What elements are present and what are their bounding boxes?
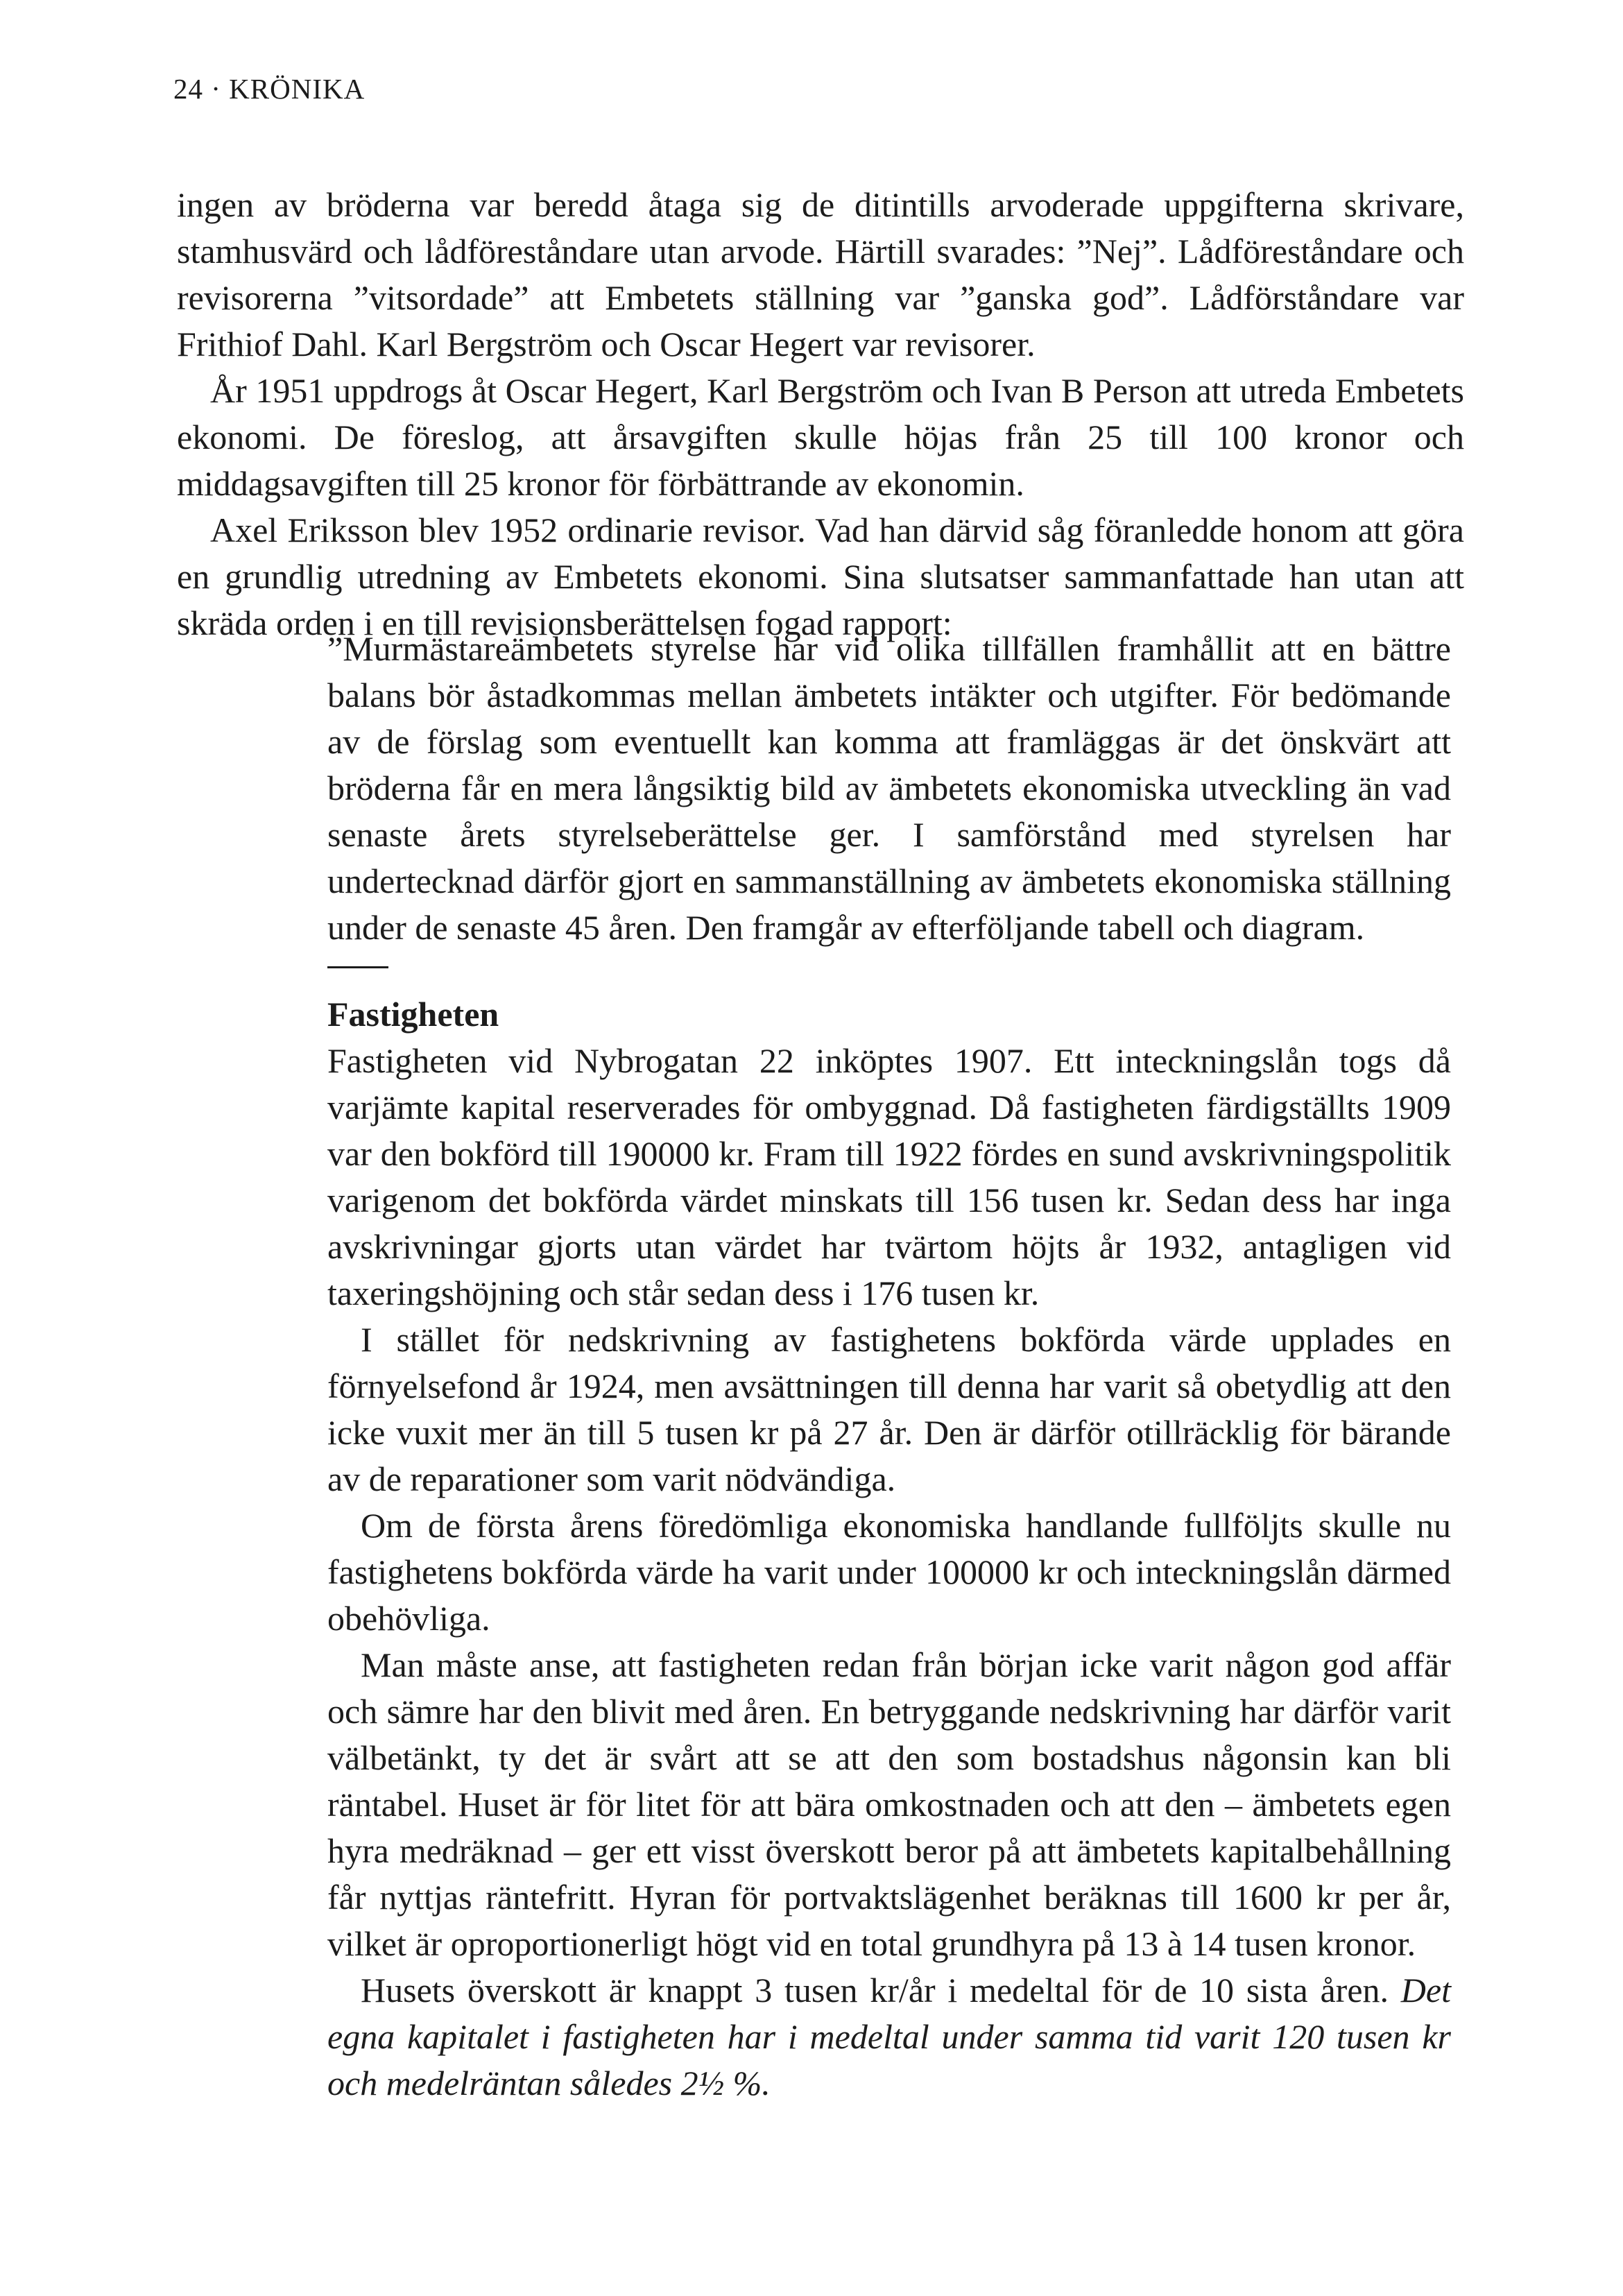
paragraph: Om de första årens föredömliga ekonomiska handlande fullföljts skulle nu fastighetens bokförda värde ha varit under 100000 kr och inteckningslån därmed obehövliga. (327, 1506, 1451, 1638)
intro-text (177, 182, 1464, 646)
page-number: 24 (173, 73, 203, 105)
final-plain-text: Husets överskott är knappt 3 tusen kr/år i medeltal för de 10 sista åren. (361, 1971, 1389, 2010)
section-title: KRÖNIKA (229, 73, 366, 105)
section-divider (327, 952, 1451, 987)
paragraph: Fastigheten vid Nybrogatan 22 inköptes 1907. Ett inteckningslån togs då varjämte kapital reserverades för ombyggnad. Då fastigheten färdigställts 1909 var den bokförd till 190000 kr. Fram till 1922 fördes en sund avskrivningspolitik varigenom det bokförda värdet minskats till 156 tusen kr. Sedan dess har inga avskrivningar gjorts utan värdet har tvärtom höjts år 1932, antagligen vid taxeringshöjning och står sedan dess i 176 tusen kr. (327, 1041, 1451, 1312)
quote-opening: ”Murmästareämbetets styrelse har vid olika tillfällen framhållit att en bättre balans bör åstadkommas mellan ämbetets intäkter och utgifter. För bedömande av de förslag som eventuellt kan komma att framläggas är det önskvärt att bröderna får en mera långsiktig bild av ämbetets ekonomiska utveckling än vad senaste årets styrelseberättelse ger. I samförstånd med styrelsen har undertecknad därför gjort en sammanställning av ämbetets ekonomiska ställning under de senaste 45 åren. Den framgår av efterföljande tabell och diagram. (327, 629, 1451, 947)
paragraph: I stället för nedskrivning av fastighetens bokförda värde upplades en förnyelsefond år 1924, men avsättningen till denna har varit så obetydlig att den icke vuxit mer än till 5 tusen kr på 27 år. Den är därför otillräcklig för bärande av de reparationer som varit nödvändiga. (327, 1320, 1451, 1498)
running-head (173, 72, 365, 105)
block-quote (327, 626, 1451, 2107)
final-paragraph (327, 1967, 1451, 2107)
paragraph: År 1951 uppdrogs åt Oscar Hegert, Karl Bergström och Ivan B Person att utreda Embetets ekonomi. De föreslog, att årsavgiften skulle höjas från 25 till 100 kronor och middagsavgiften till 25 kronor för förbättrande av ekonomin. (177, 371, 1464, 503)
paragraph: Axel Eriksson blev 1952 ordinarie revisor. Vad han därvid såg föranledde honom att göra en grundlig utredning av Embetets ekonomi. Sina slutsatser sammanfattade han utan att skräda orden i en till revisionsberättelsen fogad rapport: (177, 511, 1464, 642)
header-separator: · (211, 73, 221, 105)
paragraph: ingen av bröderna var beredd åtaga sig de ditintills arvoderade uppgifterna skrivare, stamhusvärd och lådföreståndare utan arvode. Härtill svarades: ”Nej”. Lådföreståndare och revisorerna ”vitsordade” att Embetets ställning var ”ganska god”. Lådförståndare var Frithiof Dahl. Karl Bergström och Oscar Hegert var revisorer. (177, 185, 1464, 363)
final-italic-text: Det egna kapitalet i fastigheten har i medeltal under samma tid varit 120 tusen kr och medelräntan således 2½ %. (327, 1971, 1451, 2102)
section-heading: Fastigheten (327, 995, 499, 1034)
paragraph: Man måste anse, att fastigheten redan från början icke varit någon god affär och sämre har den blivit med åren. En betryggande nedskrivning har därför varit välbetänkt, ty det är svårt att se att den som bostadshus någonsin kan bli räntabel. Huset är för litet för att bära omkostnaden och att den – ämbetets egen hyra medräknad – ger ett visst överskott beror på att ämbetets kapitalbehållning får nyttjas räntefritt. Hyran för portvaktslägenhet beräknas till 1600 kr per år, vilket är oproportionerligt högt vid en total grundhyra på 13 à 14 tusen kronor. (327, 1645, 1451, 1963)
